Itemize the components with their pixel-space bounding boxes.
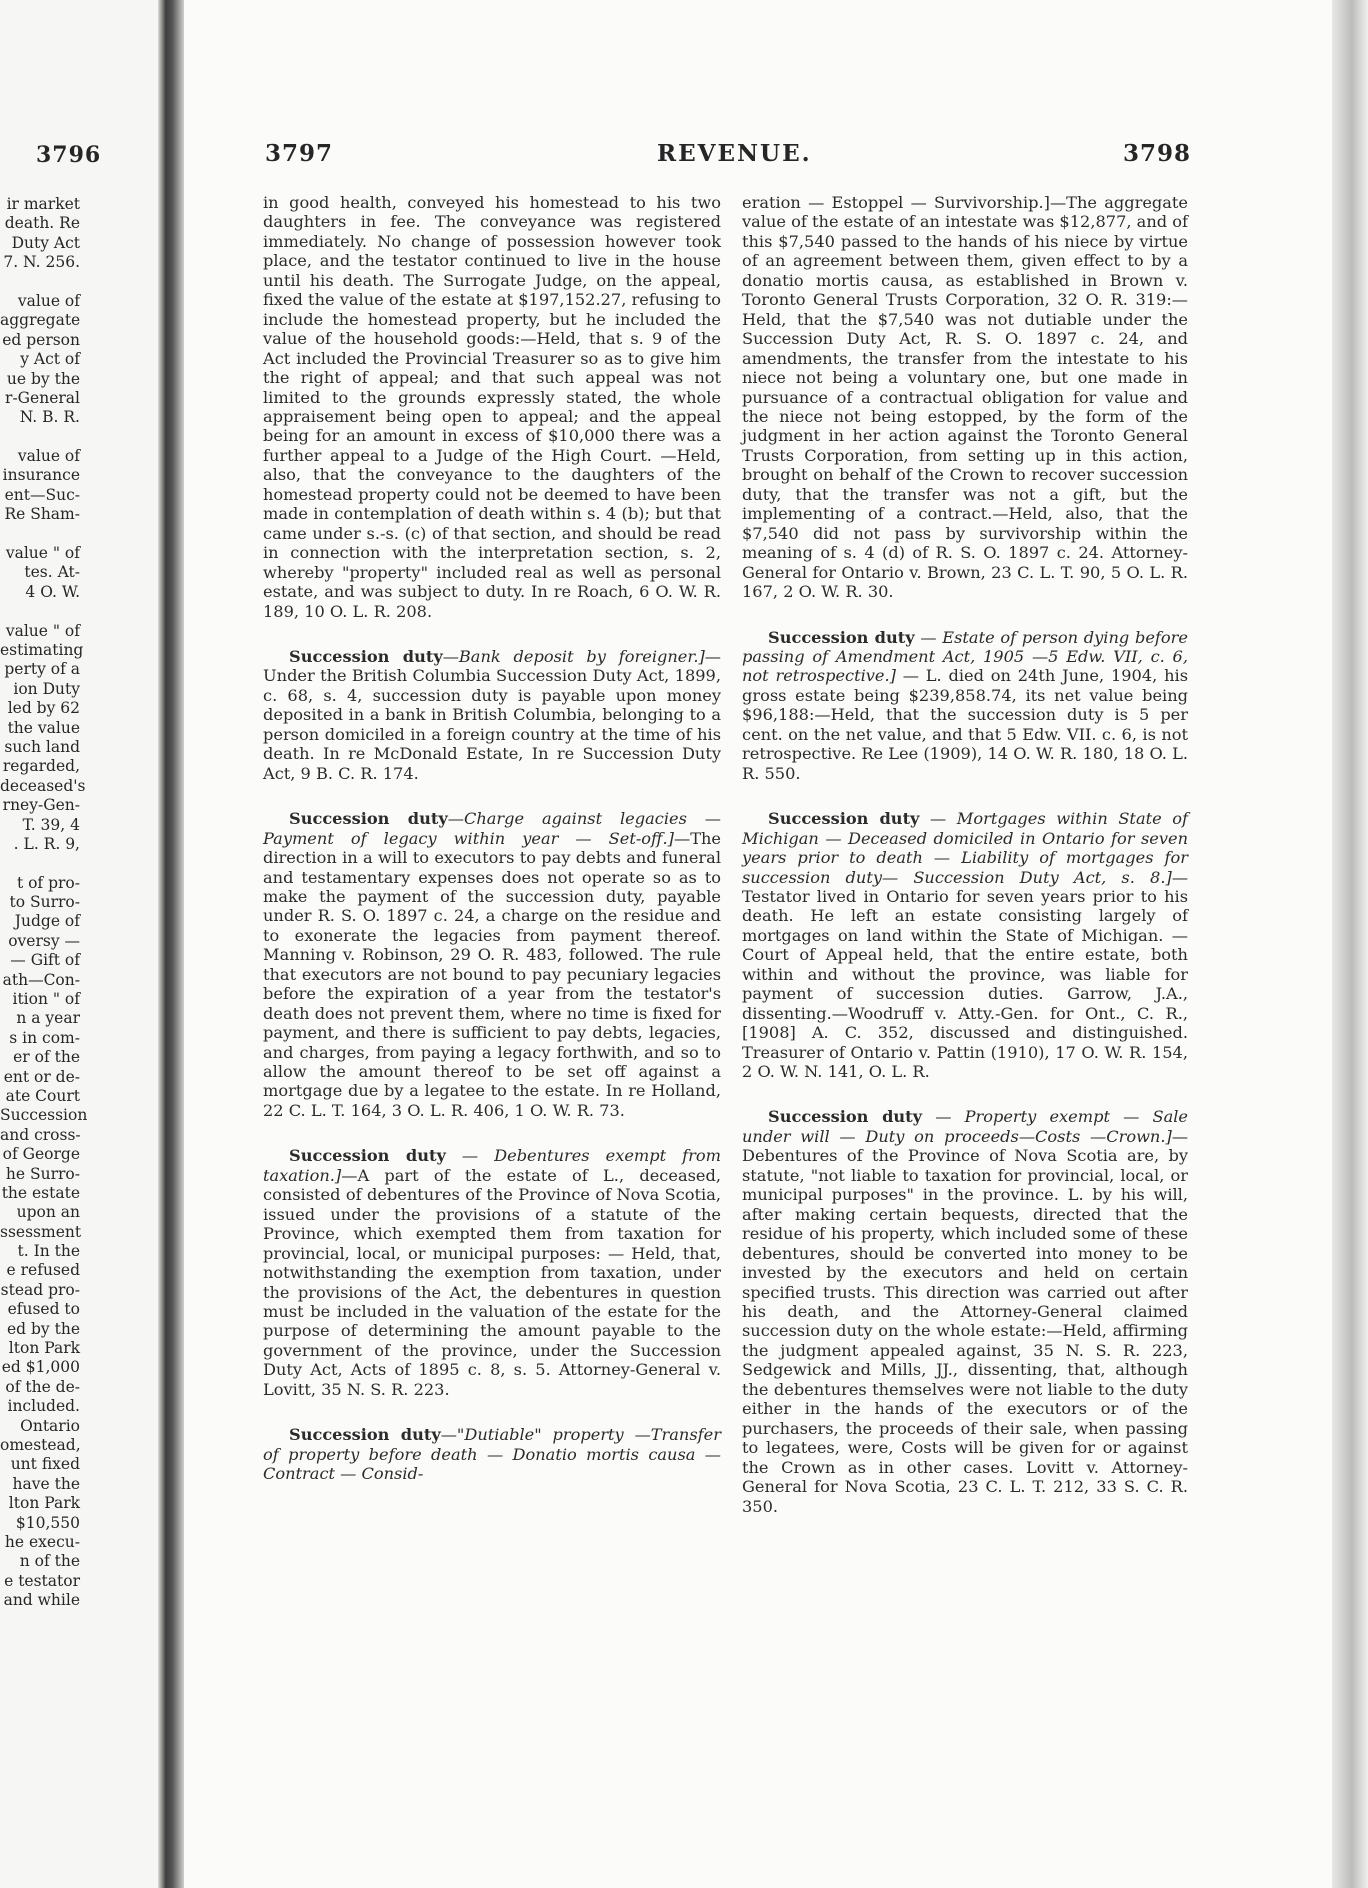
facing-page-line: lton Park [8,1339,80,1358]
facing-page-line: ath—Con- [2,970,80,989]
entry-text: —Under the British Columbia Succession Duty Act, 1899, c. 68, s. 4, succession duty is payable upon money deposited in a bank in British Columbia, belonging to a person domiciled in a foreign country at the time of his death. In re McDonald Estate, In re Succession Duty Act, 9 B. C. R. 174. [263,646,721,783]
facing-page-line: stead pro- [0,1280,80,1299]
facing-page-line: the estate [1,1183,80,1202]
facing-page-line: value " of [5,621,80,640]
page-number-right: 3798 [1123,140,1192,167]
facing-page-line: 4 O. W. [25,582,80,601]
entry-keyword: Succession duty [289,1425,441,1445]
facing-page-line: he Surro- [5,1164,80,1183]
digest-entry [263,647,721,783]
page-number-left: 3797 [265,140,334,167]
entry-keyword: Succession duty [289,1146,446,1166]
entry-subject: — Property exempt — Sale under will — Duty on proceeds—Costs —Crown.] [742,1107,1188,1146]
digest-entry [742,628,1188,784]
continued-entry: in good health, conveyed his homestead to his two daughters in fee. The conveyance was registered immediately. No change of possession however took place, and the testator continued to live in the house until his death. The Surrogate Judge, on the appeal, fixed the value of the estate at $197,152.27, refusing to include the homestead property, but he included the value of the household goods:—Held, that s. 9 of the Act included the Provincial Treasurer so as to give him the right of appeal; and that such appeal was not limited to the grounds expressly stated, the whole appraisement being open to appeal; and the appeal being for an amount in excess of $10,000 there was a further appeal to a Judge of the High Court. —Held, also, that the conveyance to the daughters of the homestead property could not be deemed to have been made in contemplation of death within s. 4 (b); but that came under s.-s. (c) of that section, and should be read in connection with the interpretation section, s. 2, whereby "property" included real as well as personal estate, and was subject to duty. In re Roach, 6 O. W. R. 189, 10 O. L. R. 208. [263,193,721,621]
running-title: REVENUE. [657,140,812,167]
facing-page-line: y Act of [20,350,80,369]
entry-subject: —Charge against legacies — Payment of legacy within year — Set-off.] [263,809,721,848]
facing-page-line [0,428,80,447]
facing-page-line: value of [17,291,80,310]
facing-page-line: he execu- [4,1532,80,1551]
entry-keyword: Succession duty [289,646,443,666]
facing-page-line: estimating [0,640,84,659]
entry-text: —Debentures of the Province of Nova Scotia are, by statute, "not liable to taxation for provincial, local, or municipal purposes" in the province. L. by his will, after making certain bequests, directed that the residue of his property, which included some of these debentures, should be converted into money to be invested by the executors and held on certain specified trusts. This direction was carried out after his death, and the Attorney-General claimed succession duty on the whole estate:—Held, affirming the judgment appealed against, 35 N. S. R. 223, Sedgewick and Mills, JJ., dissenting, that, although the debentures themselves were not liable to the duty either in the hands of the executors or of the purchasers, the proceeds of their sale, when passing to legatees, were, Costs will be given for or against the Crown as in other cases. Lovitt v. Attorney-General for Nova Scotia, 23 C. L. T. 212, 33 S. C. R. 350. [742,1126,1188,1516]
entry-keyword: Succession duty [289,809,448,829]
facing-page-line: ate Court [5,1086,80,1105]
facing-page-line: n of the [19,1552,80,1571]
facing-page-line: included. [7,1397,80,1416]
facing-page-line: ed person [2,330,80,349]
facing-page-line: n a year [16,1009,80,1028]
entry-text: —Testator lived in Ontario for seven years prior to his death. He left an estate consisting largely of mortgages on land within the State of Michigan. —Court of Appeal held, that the entire estate, both within and without the province, was liable for payment of succession duties. Garrow, J.A., dissenting.—Woodruff v. Atty.-Gen. for Ont., C. R., [1908] A. C. 352, discussed and distinguished. Treasurer of Ontario v. Pattin (1910), 17 O. W. R. 154, 2 O. W. N. 141, O. L. R. [742,867,1188,1082]
facing-page-line: tes. At- [24,563,80,582]
facing-page-line: of the de- [5,1377,80,1396]
entry-subject: —Bank deposit by foreigner.] [442,646,705,666]
digest-entry [263,1425,721,1483]
facing-page-line: ed by the [6,1319,80,1338]
facing-page-line: perty of a [4,660,80,679]
facing-page-line: 7. N. 256. [3,253,80,272]
facing-page-line: Judge of [14,912,80,931]
entry-subject: —"Dutiable" property —Transfer of property before death — Donatio mortis causa — Contract — Consid- [263,1425,721,1484]
facing-page-line: ition " of [12,990,80,1009]
facing-page-line: value of [17,447,80,466]
facing-page-line: rney-Gen- [2,796,80,815]
continued-entry: eration — Estoppel — Survivorship.]—The aggregate value of the estate of an intestate was $12,877, and of this $7,540 passed to the hands of his niece by virtue of an agreement between them, given effect to by a donatio mortis causa, as established in Brown v. Toronto General Trusts Corporation, 32 O. R. 319:—Held, that the $7,540 was not dutiable under the Succession Duty Act, R. S. O. 1897 c. 24, and amendments, the transfer from the intestate to his niece not being a voluntary one, but one made in pursuance of a contractual obligation for value and the niece not being estopped, by the form of the judgment in her action against the Toronto General Trusts Corporation, from setting up in this action, brought on behalf of the Crown to recover succession duty, that the transfer was not a gift, but the implementing of a contract.—Held, also, that the $7,540 did not pass by survivorship within the meaning of s. 4 (d) of R. S. O. 1897 c. 24. Attorney-General for Ontario v. Brown, 23 C. L. T. 90, 5 O. L. R. 167, 2 O. W. R. 30. [742,193,1188,602]
facing-page-line: r-General [5,388,80,407]
facing-page-number: 3796 [36,142,102,168]
entry-subject: — Mortgages within State of Michigan — Deceased domiciled in Ontario for seven years prior to death — Liability of mortgages for succession duty— Succession Duty Act, s. 8.] [742,809,1188,887]
facing-page-line: ent or de- [3,1067,80,1086]
facing-page-line: ir market [6,195,80,213]
facing-page-line: aggregate [0,311,81,330]
facing-page-line: have the [12,1474,80,1493]
facing-page-line: efused to [7,1300,80,1319]
facing-page-line: $10,550 [15,1513,80,1532]
facing-page-line: and while [3,1591,80,1610]
facing-page-line: Re Sham- [4,505,80,524]
facing-page-line: t of pro- [16,873,80,892]
facing-page-line [0,854,80,873]
facing-page-line: N. B. R. [19,408,80,427]
digest-entry [742,809,1188,1081]
entry-subject: — Debentures exempt from taxation.] [263,1146,721,1185]
entry-text: —A part of the estate of L., deceased, consisted of debentures of the Province of Nova Scotia, issued under the provisions of a statute of the Province, which exempted them from taxation for provincial, local, or municipal purposes: — Held, that, notwithstanding the exemption from taxation, under the provisions of the Act, the debentures in question must be included in the valuation of the estate for the purpose of determining the amount payable to the government of the province, under the Succession Duty Act, Acts of 1895 c. 8, s. 5. Attorney-General v. Lovitt, 35 N. S. R. 223. [263,1165,721,1399]
facing-page-line [0,525,80,544]
facing-page-line: insurance [2,466,80,485]
entry-subject: — Estate of person dying before passing of Amendment Act, 1905 —5 Edw. VII, c. 6, not retrospective.] [742,627,1188,686]
facing-page-line: of George [2,1145,80,1164]
facing-page-line: value " of [5,544,80,563]
facing-page-line: Succession [0,1106,88,1125]
facing-page-line: omestead, [0,1436,81,1454]
entry-keyword: Succession duty [768,1107,923,1127]
facing-page-line: ion Duty [13,679,80,698]
page-edge-shadow [1332,0,1368,1888]
facing-page-line: ed $1,000 [1,1358,80,1377]
facing-page-line: — Gift of [10,951,80,970]
facing-page-line: oversy — [8,931,80,950]
facing-page-line: and cross- [0,1125,81,1144]
facing-page-line: death. Re [4,214,80,233]
entry-keyword: Succession duty [768,809,920,829]
right-column [742,193,1188,1516]
facing-page-line [0,273,80,292]
facing-page-line: T. 39, 4 [22,815,80,834]
left-column [263,193,721,1484]
facing-page-line: to Surro- [9,893,80,912]
facing-page-line: ue by the [6,369,80,388]
facing-page-line: lton Park [8,1494,80,1513]
facing-page-strip [0,0,165,1888]
facing-page-line: . L. R. 9, [13,834,80,853]
facing-page-line: ent—Suc- [4,485,80,504]
entry-keyword: Succession duty [768,627,915,647]
digest-entry [263,1146,721,1399]
facing-page-line: led by 62 [7,699,80,718]
facing-page-line: the value [7,718,80,737]
facing-page-line: ssessment [0,1222,82,1241]
digest-entry [742,1107,1188,1516]
facing-page-line: unt fixed [10,1455,80,1474]
facing-page-line [0,602,80,621]
facing-page-line: such land [4,737,80,756]
facing-page-line: regarded, [2,757,80,776]
entry-text: — L. died on 24th June, 1904, his gross estate being $239,858.74, its net value being $96,188:—Held, that the succession duty is 5 per cent. on the net value, and that 5 Edw. VII. c. 6, is not retrospective. Re Lee (1909), 14 O. W. R. 180, 18 O. L. R. 550. [742,666,1189,783]
facing-page-line: t. In the [17,1242,80,1261]
facing-page-fragments [0,195,88,1611]
facing-page-line: e testator [4,1571,80,1590]
facing-page-line: s in com- [9,1028,80,1047]
digest-entry [263,809,721,1120]
book-spine [158,0,184,1888]
entry-text: —The direction in a will to executors to pay debts and funeral and testamentary expenses does not operate so as to make the payment of the succession duty, payable under R. S. O. 1897 c. 24, a charge on the residue and to exonerate the legacies from payment thereof. Manning v. Robinson, 29 O. R. 483, followed. The rule that executors are not bound to pay pecuniary legacies before the expiration of a year from the testator's death does not prevent them, where no time is fixed for payment, and there is sufficient to pay debts, legacies, and charges, from paying a legacy forthwith, and so to allow the amount thereof to be set off against a mortgage due by a legatee to the estate. In re Holland, 22 C. L. T. 164, 3 O. L. R. 406, 1 O. W. R. 73. [263,828,721,1120]
facing-page-line: Duty Act [11,233,80,252]
facing-page-line: deceased's [0,776,86,795]
facing-page-line: e refused [6,1261,80,1280]
facing-page-line: Ontario [20,1416,80,1435]
facing-page-line: er of the [13,1048,80,1067]
facing-page-line: upon an [16,1203,80,1222]
